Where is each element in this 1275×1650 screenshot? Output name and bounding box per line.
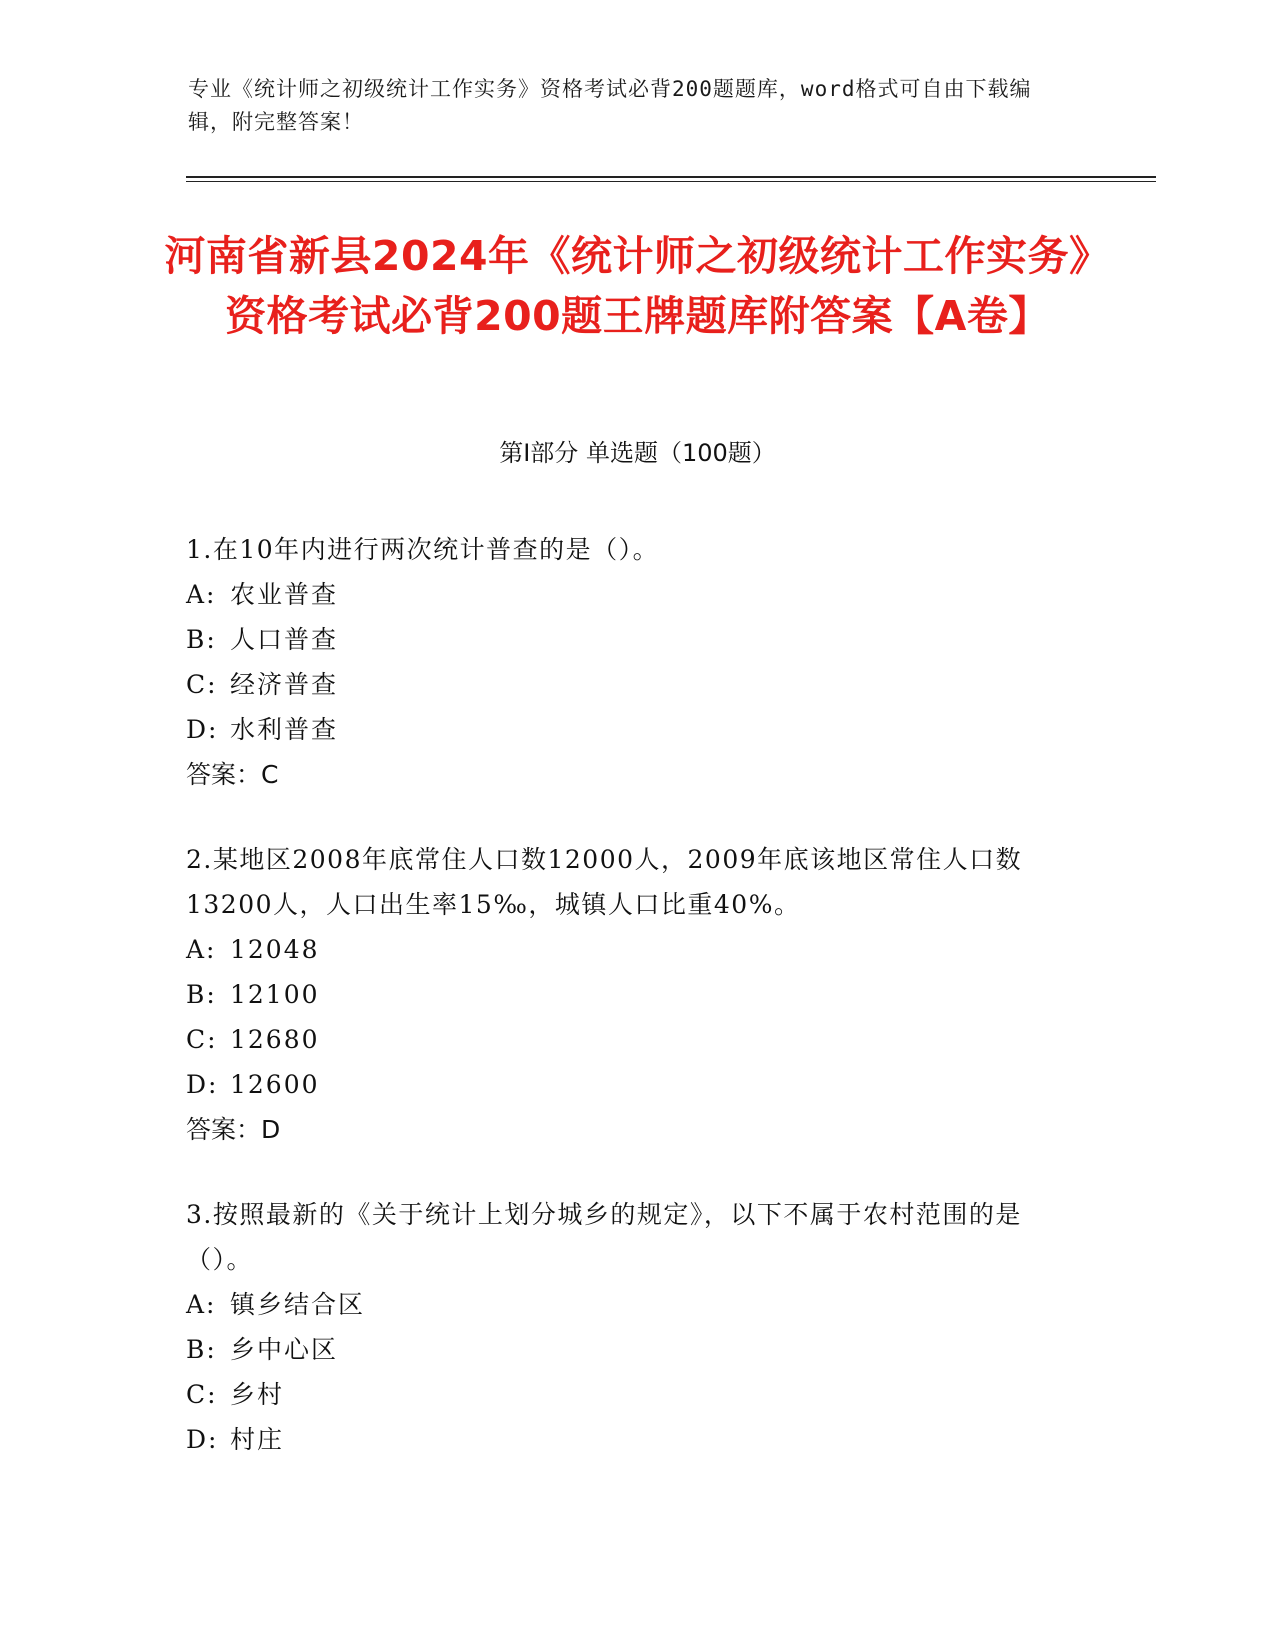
option-b [186,1327,1086,1372]
option-c [186,662,1086,707]
option-text: 乡村 [230,1380,285,1409]
option-c [186,1017,1086,1062]
option-letter: D: [186,1425,219,1454]
answer-line: 答案：D [186,1115,281,1144]
option-text: 12100 [230,980,320,1009]
option-d [186,707,1086,752]
option-text: 乡中心区 [230,1335,339,1364]
option-a [186,572,1086,617]
option-letter: A: [186,1290,217,1319]
option-b [186,617,1086,662]
question-stem: 3.按照最新的《关于统计上划分城乡的规定》，以下不属于农村范围的是（）。 [186,1200,1022,1274]
option-d [186,1417,1086,1462]
header-divider-thick [186,176,1156,178]
option-text: 村庄 [230,1425,285,1454]
option-letter: C: [186,1380,218,1409]
option-text: 农业普查 [230,580,339,609]
option-text: 经济普查 [230,670,339,699]
option-b [186,972,1086,1017]
header-note: 专业《统计师之初级统计工作实务》资格考试必背200题题库，word格式可自由下载编辑，附完整答案！ [188,77,1032,134]
option-c [186,1372,1086,1417]
option-a [186,1282,1086,1327]
option-letter: C: [186,1025,218,1054]
option-letter: A: [186,935,217,964]
option-text: 人口普查 [230,625,339,654]
question-stem: 2.某地区2008年底常住人口数12000人，2009年底该地区常住人口数13200人，人口出生率15‰，城镇人口比重40%。 [186,845,1023,919]
question-list [186,527,1086,1502]
question-item [186,837,1086,1152]
option-text: 镇乡结合区 [230,1290,366,1319]
question-item [186,1192,1086,1462]
option-a [186,927,1086,972]
question-item [186,527,1086,797]
option-letter: D: [186,715,219,744]
document-title: 河南省新县2024年《统计师之初级统计工作实务》资格考试必背200题王牌题库附答案【A卷】 [164,232,1111,340]
option-letter: A: [186,580,217,609]
answer-line: 答案：C [186,760,279,789]
option-letter: C: [186,670,218,699]
header-divider-thin [186,181,1156,182]
option-text: 12048 [230,935,320,964]
option-letter: B: [186,1335,217,1364]
section-heading: 第I部分 单选题（100题） [499,439,776,467]
question-stem: 1.在10年内进行两次统计普查的是（）。 [186,535,660,564]
option-letter: B: [186,625,217,654]
option-d [186,1062,1086,1107]
option-text: 12600 [230,1070,320,1099]
option-letter: D: [186,1070,219,1099]
option-text: 12680 [230,1025,320,1054]
option-text: 水利普查 [230,715,339,744]
option-letter: B: [186,980,217,1009]
